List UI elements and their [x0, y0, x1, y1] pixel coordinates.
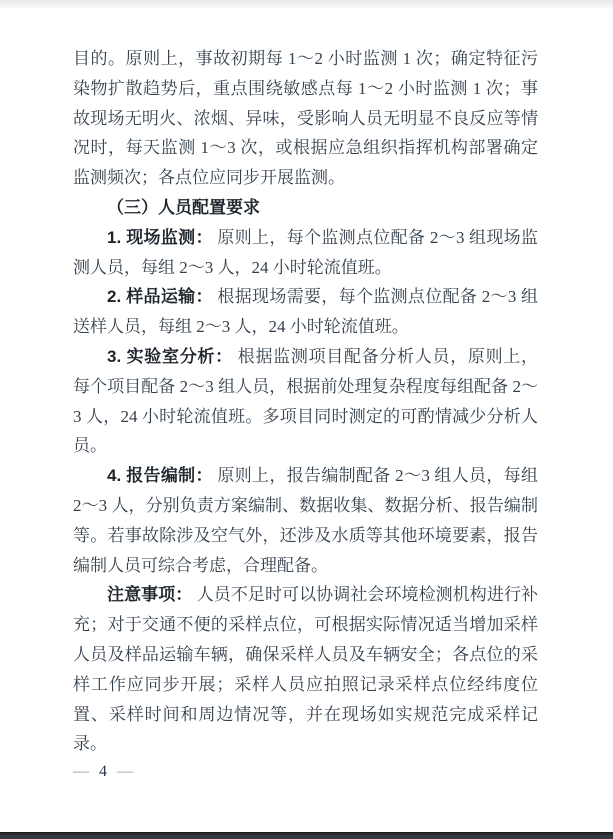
top-edge-shadow [0, 0, 613, 10]
list-item-sample-transport [73, 282, 538, 342]
list-item-label: 2. 样品运输： [107, 287, 213, 307]
page-number-value: 4 [99, 763, 107, 780]
paragraph-notes [73, 580, 538, 759]
notes-text: 人员不足时可以协调社会环境检测机构进行补充；对于交通不便的采样点位，可根据实际情况适当增加采样人员及样品运输车辆，确保采样人员及车辆安全；各点位的采样工作应同步开展；采样人员应拍照记录采样点位经纬度位置、采样时间和周边情况等，并在现场如实规范完成采样记录。 [73, 585, 539, 754]
notes-label: 注意事项： [107, 585, 193, 605]
paragraph-text: 目的。原则上，事故初期每 1～2 小时监测 1 次；确定特征污染物扩散趋势后，重点围绕敏感点每 1～2 小时监测 1 次；事故现场无明火、浓烟、异味，受影响人员无明显不良反应等情况时，每天监测 1～3 次，或根据应急组织指挥机构部署确定监测频次；各点位应同步开展监测。 [73, 49, 538, 188]
document-page [73, 44, 538, 759]
list-item-label: 4. 报告编制： [107, 466, 213, 486]
list-item-report-writing [73, 461, 538, 580]
list-item-label: 1. 现场监测： [107, 227, 213, 247]
paragraph-monitoring-frequency [73, 44, 538, 193]
list-item-text: 原则上，报告编制配备 2～3 组人员，每组 2～3 人，分别负责方案编制、数据收集、数据分析、报告编制等。若事故除涉及空气外，还涉及水质等其他环境要素，报告编制人员可综合考虑，合理配备。 [73, 466, 539, 575]
page-number-left-dash: — [73, 763, 89, 780]
page-number-right-dash: — [117, 763, 133, 780]
list-item-text: 原则上，每个监测点位配备 2～3 组现场监测人员，每组 2～3 人，24 小时轮流值班。 [73, 227, 539, 277]
page-number [73, 763, 133, 781]
list-item-label: 3. 实验室分析： [107, 346, 233, 366]
section-heading-text: （三）人员配置要求 [107, 197, 260, 217]
section-heading-personnel-requirements [73, 193, 538, 223]
viewport-bottom-edge [0, 832, 613, 839]
list-item-text: 根据监测项目配备分析人员，原则上，每个项目配备 2～3 组人员，根据前处理复杂程度每组配备 2～3 人，24 小时轮流值班。多项目同时测定的可酌情减少分析人员。 [73, 346, 539, 456]
list-item-lab-analysis [73, 342, 538, 461]
list-item-text: 根据现场需要，每个监测点位配备 2～3 组送样人员，每组 2～3 人，24 小时轮流值班。 [73, 287, 539, 337]
list-item-site-monitoring [73, 223, 538, 283]
